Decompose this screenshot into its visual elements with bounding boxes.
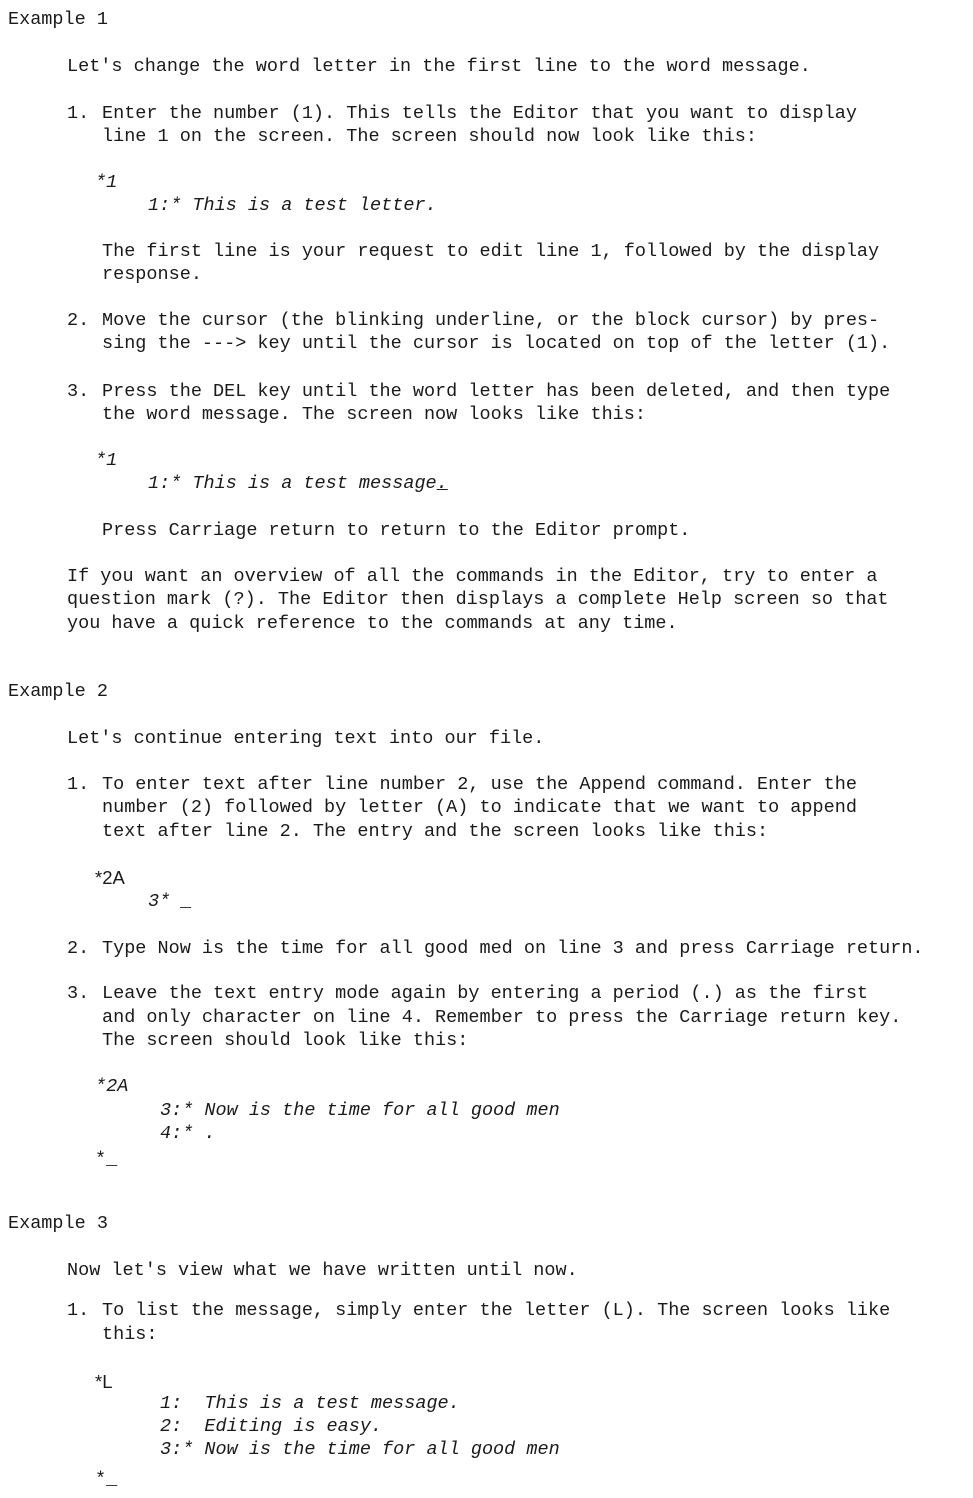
example-2-screen-2-line-1: 3:* Now is the time for all good men [160,1100,560,1121]
example-1-outro-line-1: If you want an overview of all the commands in the Editor, try to enter a [67,566,878,587]
example-2-step-3-line-1: Leave the text entry mode again by entering a period (.) as the first [102,983,869,1004]
example-1-step-3-line-1: Press the DEL key until the word letter has been deleted, and then type [102,381,891,402]
example-3-intro: Now let's view what we have written until now. [67,1260,578,1281]
example-1-screen-2-prompt: *1 [95,450,118,471]
example-2-step-2-line-1: Type Now is the time for all good med on line 3 and press Carriage return. [102,938,924,959]
example-3-screen-1-line-3: 3:* Now is the time for all good men [160,1439,560,1460]
example-1-intro: Let's change the word letter in the first line to the word message. [67,56,811,77]
example-3-step-1-number: 1. [67,1300,90,1321]
example-2-screen-1-line: 3* _ [148,891,193,912]
example-2-heading: Example 2 [8,681,108,702]
example-1-outro-line-2: question mark (?). The Editor then displays a complete Help screen so that [67,589,889,610]
example-1-screen-2-text: 1:* This is a test message [148,473,437,494]
example-1-heading: Example 1 [8,9,108,30]
example-2-step-1-line-2: number (2) followed by letter (A) to indicate that we want to append [102,797,857,818]
example-1-step-2-number: 2. [67,310,90,331]
example-2-intro: Let's continue entering text into our file. [67,728,545,749]
example-3-screen-1-prompt: *L [95,1371,113,1392]
example-1-step-3-number: 3. [67,381,90,402]
example-1-screen-1-line: 1:* This is a test letter. [148,195,437,216]
example-2-step-1-line-1: To enter text after line number 2, use the Append command. Enter the [102,774,857,795]
example-2-screen-2-end: *_ [95,1149,118,1170]
example-2-screen-2-prompt: *2A [95,1076,129,1097]
example-1-step-1-line-2: line 1 on the screen. The screen should now look like this: [102,126,758,147]
example-2-step-1-line-3: text after line 2. The entry and the screen looks like this: [102,821,769,842]
example-3-screen-1-end: *_ [95,1469,118,1490]
example-1-step-2-line-2: sing the ---> key until the cursor is located on top of the letter (1). [102,333,891,354]
example-1-step-2-line-1: Move the cursor (the blinking underline, or the block cursor) by pres- [102,310,880,331]
example-2-screen-1-prompt: *2A [95,867,125,888]
example-2-step-1-number: 1. [67,774,90,795]
example-2-step-3-line-3: The screen should look like this: [102,1030,469,1051]
example-2-step-3-number: 3. [67,983,90,1004]
example-3-step-1-line-2: this: [102,1324,158,1345]
example-1-note-1-line-1: The first line is your request to edit line 1, followed by the display [102,241,880,262]
example-1-note-1-line-2: response. [102,264,202,285]
example-2-screen-2-line-2: 4:* . [160,1123,216,1144]
example-2-step-3-line-2: and only character on line 4. Remember to press the Carriage return key. [102,1007,902,1028]
example-1-step-1-number: 1. [67,103,90,124]
example-1-screen-1-prompt: *1 [95,172,118,193]
example-1-step-1-line-1: Enter the number (1). This tells the Editor that you want to display [102,103,857,124]
example-3-heading: Example 3 [8,1213,108,1234]
example-3-screen-1-line-1: 1: This is a test message. [160,1393,460,1414]
example-2-step-2-number: 2. [67,938,90,959]
example-1-screen-2-line [148,472,448,495]
example-1-outro-line-3: you have a quick reference to the commands at any time. [67,613,678,634]
example-1-step-3-line-2: the word message. The screen now looks like this: [102,404,646,425]
cursor-mark: . [436,473,448,494]
example-1-note-2: Press Carriage return to return to the Editor prompt. [102,520,691,541]
example-3-screen-1-line-2: 2: Editing is easy. [160,1416,383,1437]
example-3-step-1-line-1: To list the message, simply enter the letter (L). The screen looks like [102,1300,891,1321]
